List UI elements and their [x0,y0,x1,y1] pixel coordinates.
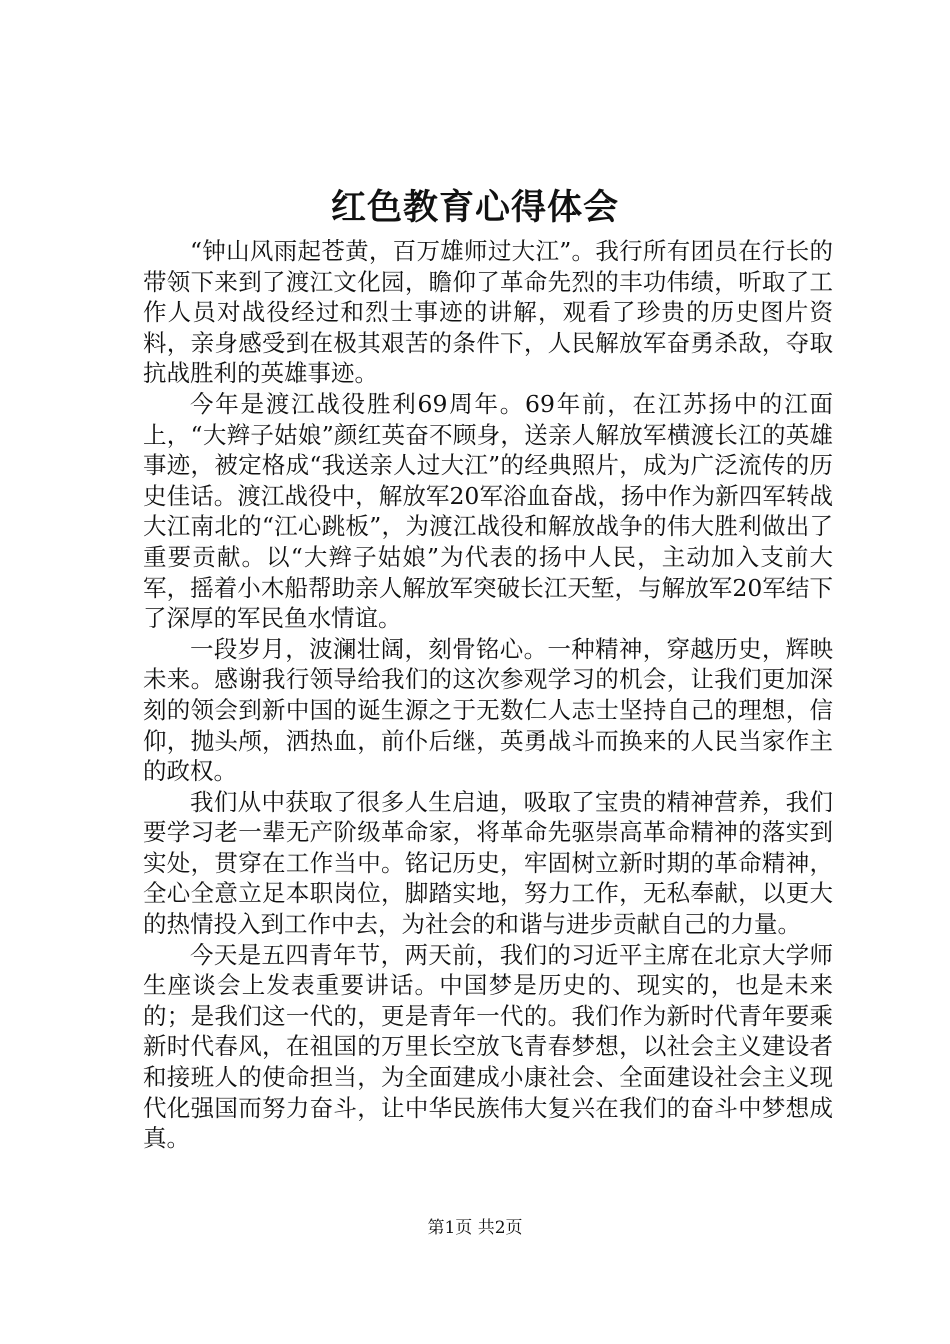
paragraph-1: “钟山风雨起苍黄，百万雄师过大江”。我行所有团员在行长的带领下来到了渡江文化园，瞻仰了革命先烈的丰功伟绩，听取了工作人员对战役经过和烈士事迹的讲解，观看了珍贵的历史图片资料，亲身感受到在极其艰苦的条件下，人民解放军奋勇杀敌，夺取抗战胜利的英雄事迹。 [143,237,833,388]
paragraph-2: 今年是渡江战役胜利69周年。69年前，在江苏扬中的江面上，“大辫子姑娘”颜红英奋不顾身，送亲人解放军横渡长江的英雄事迹，被定格成“我送亲人过大江”的经典照片，成为广泛流传的历史佳话。渡江战役中，解放军20军浴血奋战，扬中作为新四军转战大江南北的“江心跳板”，为渡江战役和解放战争的伟大胜利做出了重要贡献。以“大辫子姑娘”为代表的扬中人民，主动加入支前大军，摇着小木船帮助亲人解放军突破长江天堑，与解放军20军结下了深厚的军民鱼水情谊。 [143,389,833,633]
paragraph-4: 我们从中获取了很多人生启迪，吸取了宝贵的精神营养，我们要学习老一辈无产阶级革命家，将革命先驱崇高革命精神的落实到实处，贯穿在工作当中。铭记历史，牢固树立新时期的革命精神，全心全意立足本职岗位，脚踏实地，努力工作，无私奉献，以更大的热情投入到工作中去，为社会的和谐与进步贡献自己的力量。 [143,787,833,939]
paragraph-3: 一段岁月，波澜壮阔，刻骨铭心。一种精神，穿越历史，辉映未来。感谢我行领导给我们的这次参观学习的机会，让我们更加深刻的领会到新中国的诞生源之于无数仁人志士坚持自己的理想，信仰，抛头颅，洒热血，前仆后继，英勇战斗而换来的人民当家作主的政权。 [143,634,833,786]
document-title: 红色教育心得体会 [330,187,619,228]
paragraph-5: 今天是五四青年节，两天前，我们的习近平主席在北京大学师生座谈会上发表重要讲话。中国梦是历史的、现实的，也是未来的；是我们这一代的，更是青年一代的。我们作为新时代青年要乘新时代春风，在祖国的万里长空放飞青春梦想，以社会主义建设者和接班人的使命担当，为全面建成小康社会、全面建设社会主义现代化强国而努力奋斗，让中华民族伟大复兴在我们的奋斗中梦想成真。 [143,940,833,1153]
document-body [143,236,833,1154]
page-footer: 第1页 共2页 [427,1218,523,1238]
